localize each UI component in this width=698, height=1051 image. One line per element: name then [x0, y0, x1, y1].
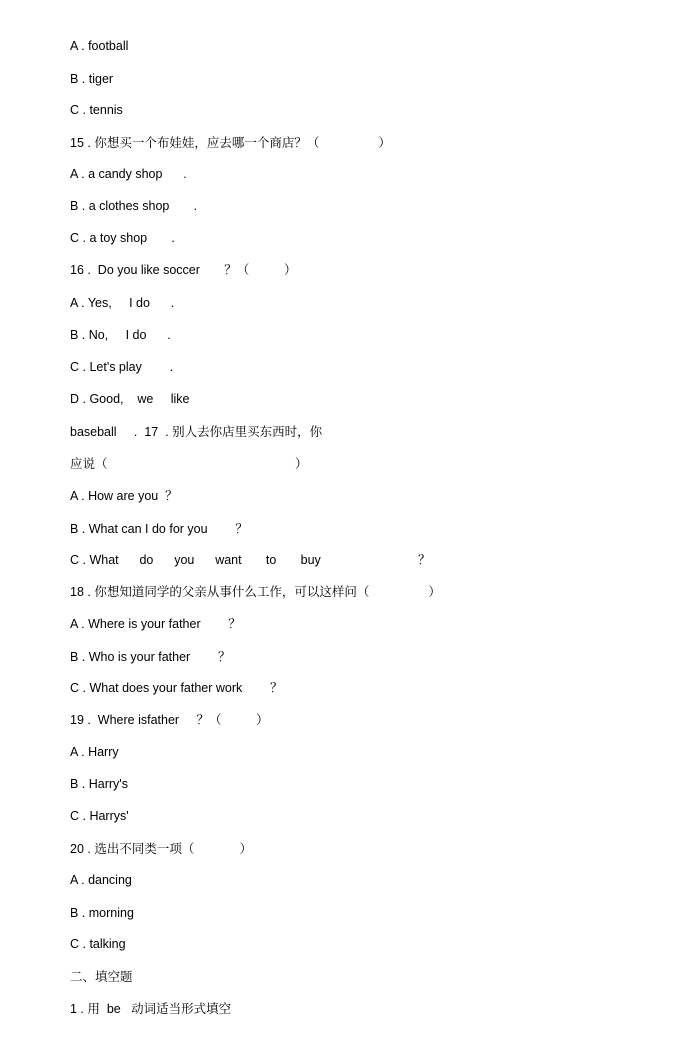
line-18: 18 . 你想知道同学的父亲从事什么工作，可以这样问（ ）: [70, 585, 441, 599]
line-29: C . talking: [70, 937, 126, 951]
line-17: C . What do you want to buy ？: [70, 553, 431, 567]
line-6: B . a clothes shop .: [70, 199, 198, 213]
line-24: B . Harry's: [70, 777, 128, 791]
line-1: A . football: [70, 39, 129, 53]
line-9: A . Yes, I do .: [70, 296, 175, 310]
line-5: A . a candy shop .: [70, 167, 187, 181]
line-26: 20 . 选出不同类一项（ ）: [70, 842, 252, 856]
line-4: 15 . 你想买一个布娃娃，应去哪一个商店？（ ）: [70, 136, 391, 150]
line-11: C . Let's play .: [70, 360, 174, 374]
line-20: B . Who is your father ？: [70, 650, 231, 664]
line-30: 二、填空题: [70, 970, 133, 984]
line-22: 19 . Where isfather ？（ ）: [70, 713, 269, 727]
line-31: 1 . 用 be 动词适当形式填空: [70, 1002, 232, 1016]
line-23: A . Harry: [70, 745, 119, 759]
line-15: A . How are you ？: [70, 489, 178, 503]
line-8: 16 . Do you like soccer ？（ ）: [70, 263, 297, 277]
line-3: C . tennis: [70, 103, 123, 117]
line-19: A . Where is your father ？: [70, 617, 241, 631]
line-12: D . Good, we like: [70, 392, 190, 406]
line-2: B . tiger: [70, 72, 114, 86]
line-13: baseball . 17 . 别人去你店里买东西时，你: [70, 425, 323, 439]
line-28: B . morning: [70, 906, 134, 920]
line-16: B . What can I do for you ？: [70, 522, 248, 536]
line-27: A . dancing: [70, 873, 132, 887]
line-10: B . No, I do .: [70, 328, 171, 342]
line-7: C . a toy shop .: [70, 231, 175, 245]
line-25: C . Harrys': [70, 809, 129, 823]
line-21: C . What does your father work ？: [70, 681, 283, 695]
line-14: 应说（ ）: [70, 457, 308, 471]
